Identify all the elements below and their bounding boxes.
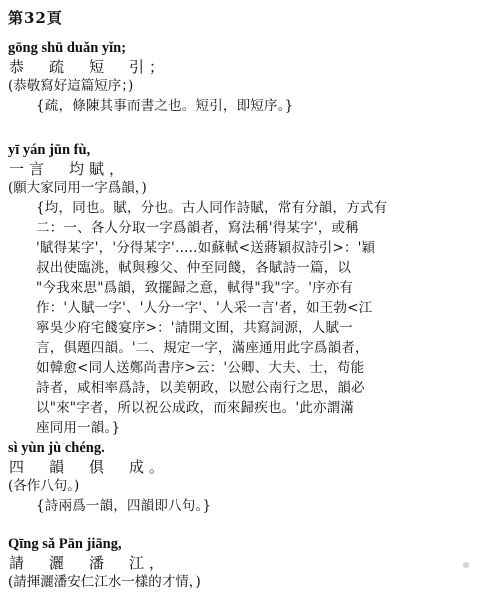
translation-line: (請揮灑潘安仁江水一樣的才情，): [8, 574, 201, 590]
note-line: 作：'人賦一字'、'人分一字'、'人采一言'者，如王勃<江: [36, 300, 373, 316]
note-block: [8, 96, 492, 116]
pinyin-line: gōng shū duǎn yǐn;: [8, 40, 127, 56]
note-block: [8, 496, 492, 516]
pinyin-line: Qīng sǎ Pān jiāng,: [8, 536, 122, 552]
note-block: [8, 198, 492, 438]
note-line: 二：一、各人分取一字爲韻者，寫法稱'得某字'，或稱: [36, 220, 359, 236]
scan-speck: [463, 562, 469, 568]
note-line: {疏，條陳其事而書之也。短引，即短序。}: [36, 98, 294, 114]
note-line: {均，同也。賦，分也。古人同作詩賦，常有分韻，方式有: [36, 200, 388, 216]
chinese-line: 四 韻 俱 成。: [9, 458, 170, 476]
chinese-line: 恭 疏 短 引；: [9, 58, 170, 76]
translation-line: (恭敬寫好這篇短序；): [8, 78, 134, 94]
entry-2: [8, 142, 492, 438]
pinyin-line: sì yùn jù chéng.: [8, 440, 105, 456]
note-line: "今我來思"爲韻，致擺歸之意，軾得"我"字。'序亦有: [36, 280, 354, 296]
chinese-line: 請 灑 潘 江，: [9, 554, 170, 572]
note-line: 言，俱題四韻。'二、規定一字，滿座通用此字爲韻者，: [36, 340, 369, 356]
note-line: 寧吳少府宅餞宴序>：'請開文囿，共寫詞源，人賦一: [36, 320, 353, 336]
note-line: 叔出使臨洮，軾與穆父、仲至同餞，各賦詩一篇，以: [36, 260, 352, 276]
pinyin-line: yī yán jūn fù,: [8, 142, 91, 158]
translation-line: (願大家同用一字爲韻，): [8, 180, 147, 196]
entry-1: [8, 40, 492, 116]
entry-3: [8, 440, 492, 516]
note-line: 如韓愈<同人送鄭尚書序>云：'公卿、大夫、士，苟能: [36, 360, 365, 376]
translation-line: (各作八句。): [8, 478, 80, 494]
note-line: {詩兩爲一韻，四韻即八句。}: [36, 498, 212, 514]
chinese-line: 一言 均賦，: [9, 160, 130, 178]
note-line: 座同用一韻。}: [36, 420, 121, 436]
entry-4: [8, 536, 492, 592]
page-number: 第32頁: [8, 9, 63, 27]
note-line: '賦得某字'，'分得某字'…..如蘇軾<送蔣穎叔詩引>：'穎: [36, 240, 376, 256]
note-line: 詩者，咸相率爲詩，以美朝政，以慰公南行之思，韻必: [36, 380, 365, 396]
note-line: 以"來"字者，所以祝公成政，而來歸疾也。'此亦謂滿: [36, 400, 355, 416]
